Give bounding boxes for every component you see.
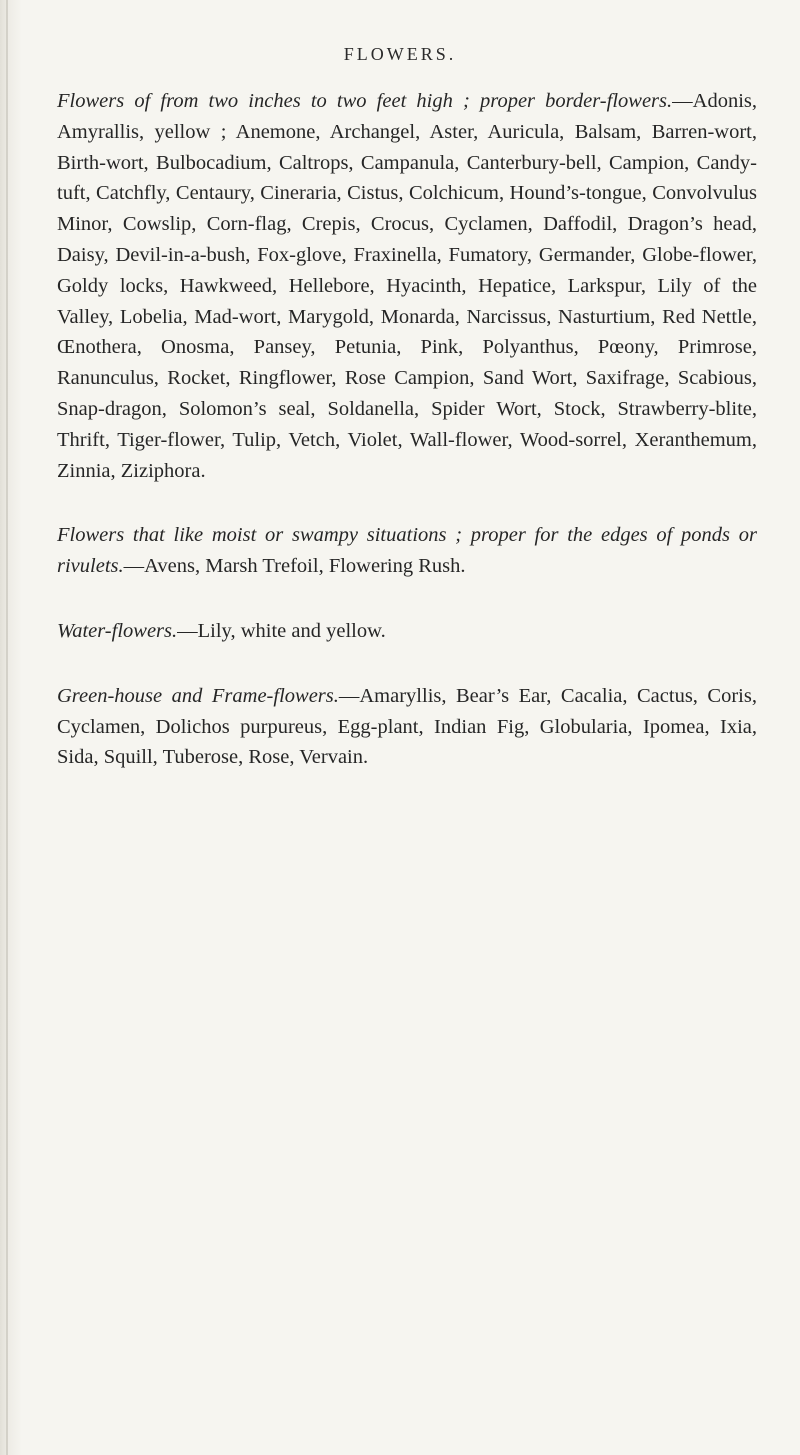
section-heading: Flowers of from two inches to two feet high ; proper border-flowers. [57,90,673,112]
section-moist-situations [57,520,757,582]
section-water-flowers [57,616,757,647]
page-spine-shadow [0,0,22,1455]
page-body [57,86,757,773]
running-title: FLOWERS. [343,44,457,64]
section-text: —Avens, Marsh Trefoil, Flowering Rush. [123,555,466,578]
section-heading: Green-house and Frame-flowers. [57,684,339,707]
section-text: —Amaryllis, Bear’s Ear, Cacalia, Cactus, Coris, Cyclamen, Dolichos purpureus, Egg-plant, Indian Fig, Globularia, Ipomea, Ixia, Sida, Squill, Tuberose, Rose, Vervain. [57,684,757,769]
page-spine-edge [6,0,8,1455]
section-text: —Adonis, Amyrallis, yellow ; Anemone, Archangel, Aster, Auricula, Balsam, Barren-wort, Birth-wort, Bulbocadium, Caltrops, Campanula, Canterbury-bell, Campion, Candy-tuft, Catchfly, Centaury, Cineraria, Cistus, Colchicum, Hound’s-tongue, Convolvulus Minor, Cowslip, Corn-flag, Crepis, Crocus, Cyclamen, Daffodil, Dragon’s head, Daisy, Devil-in-a-bush, Fox-glove, Fraxinella, Fumatory, Germander, Globe-flower, Goldy locks, Hawkweed, Hellebore, Hyacinth, Hepatice, Larkspur, Lily of the Valley, Lobelia, Mad-wort, Marygold, Monarda, Narcissus, Nasturtium, Red Nettle, Œnothera, Onosma, Pansey, Petunia, Pink, Polyanthus, Pœony, Primrose, Ranunculus, Rocket, Ringflower, Rose Campion, Sand Wort, Saxifrage, Scabious, Snap-dragon, Solomon’s seal, Soldanella, Spider Wort, Stock, Strawberry-blite, Thrift, Tiger-flower, Tulip, Vetch, Violet, Wall-flower, Wood-sorrel, Xeranthemum, Zinnia, Ziziphora. [57,90,757,482]
section-text: —Lily, white and yellow. [177,619,386,642]
section-green-house-flowers [57,681,757,773]
section-heading: Flowers that like moist or swampy situations ; proper for the edges of ponds or rivulets. [57,524,757,578]
section-heading: Water-flowers. [57,619,178,642]
section-border-flowers [57,86,757,486]
